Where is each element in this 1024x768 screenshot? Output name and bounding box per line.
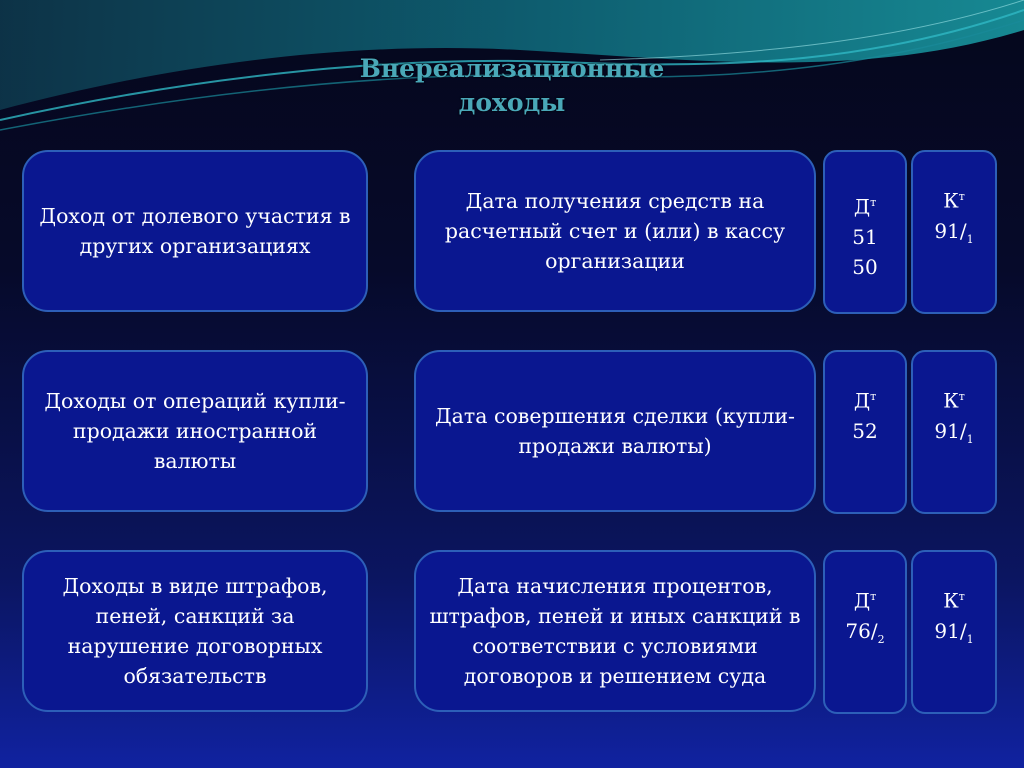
credit-box [911, 150, 997, 314]
credit-label: К [943, 588, 959, 613]
debit-label: Д [853, 588, 871, 613]
credit-account: 91/ [934, 418, 967, 443]
title-line-1: Внереализационные [359, 54, 665, 83]
recognition-date-box [414, 350, 816, 512]
income-type-box [22, 550, 368, 712]
recognition-date-text: Дата получения средств на расчетный счет и (или) в кассу организации [444, 189, 786, 273]
debit-sup: т [870, 590, 877, 603]
credit-sup: т [958, 190, 965, 203]
debit-account: 51 [852, 224, 878, 249]
debit-account: 50 [852, 254, 878, 279]
credit-sub: 1 [966, 632, 974, 646]
debit-label: Д [853, 194, 871, 219]
income-type-box [22, 150, 368, 312]
debit-label: Д [853, 388, 871, 413]
debit-box [823, 150, 907, 314]
debit-account: 76/ [845, 618, 878, 643]
credit-account: 91/ [934, 618, 967, 643]
income-type-text: Доходы в виде штрафов, пеней, санкций за нарушение договорных обязательств [62, 574, 328, 688]
recognition-date-text: Дата начисления процентов, штрафов, пеней и иных санкций в соответствии с условиями договоров и решением суда [429, 574, 801, 688]
income-type-text: Доход от долевого участия в других организациях [39, 204, 351, 258]
credit-label: К [943, 388, 959, 413]
credit-sup: т [958, 390, 965, 403]
title-line-2: доходы [458, 88, 566, 117]
income-type-box [22, 350, 368, 512]
credit-sub: 1 [966, 432, 974, 446]
slide-title [312, 52, 712, 120]
recognition-date-box [414, 150, 816, 312]
debit-sup: т [870, 196, 877, 209]
debit-box [823, 350, 907, 514]
credit-label: К [943, 188, 959, 213]
credit-box [911, 350, 997, 514]
debit-box [823, 550, 907, 714]
recognition-date-box [414, 550, 816, 712]
debit-sup: т [870, 390, 877, 403]
income-type-text: Доходы от операций купли-продажи иностранной валюты [44, 389, 346, 473]
debit-sub: 2 [877, 632, 885, 646]
debit-account: 52 [852, 418, 878, 443]
credit-sub: 1 [966, 232, 974, 246]
credit-box [911, 550, 997, 714]
recognition-date-text: Дата совершения сделки (купли-продажи валюты) [435, 404, 795, 458]
credit-sup: т [958, 590, 965, 603]
credit-account: 91/ [934, 218, 967, 243]
